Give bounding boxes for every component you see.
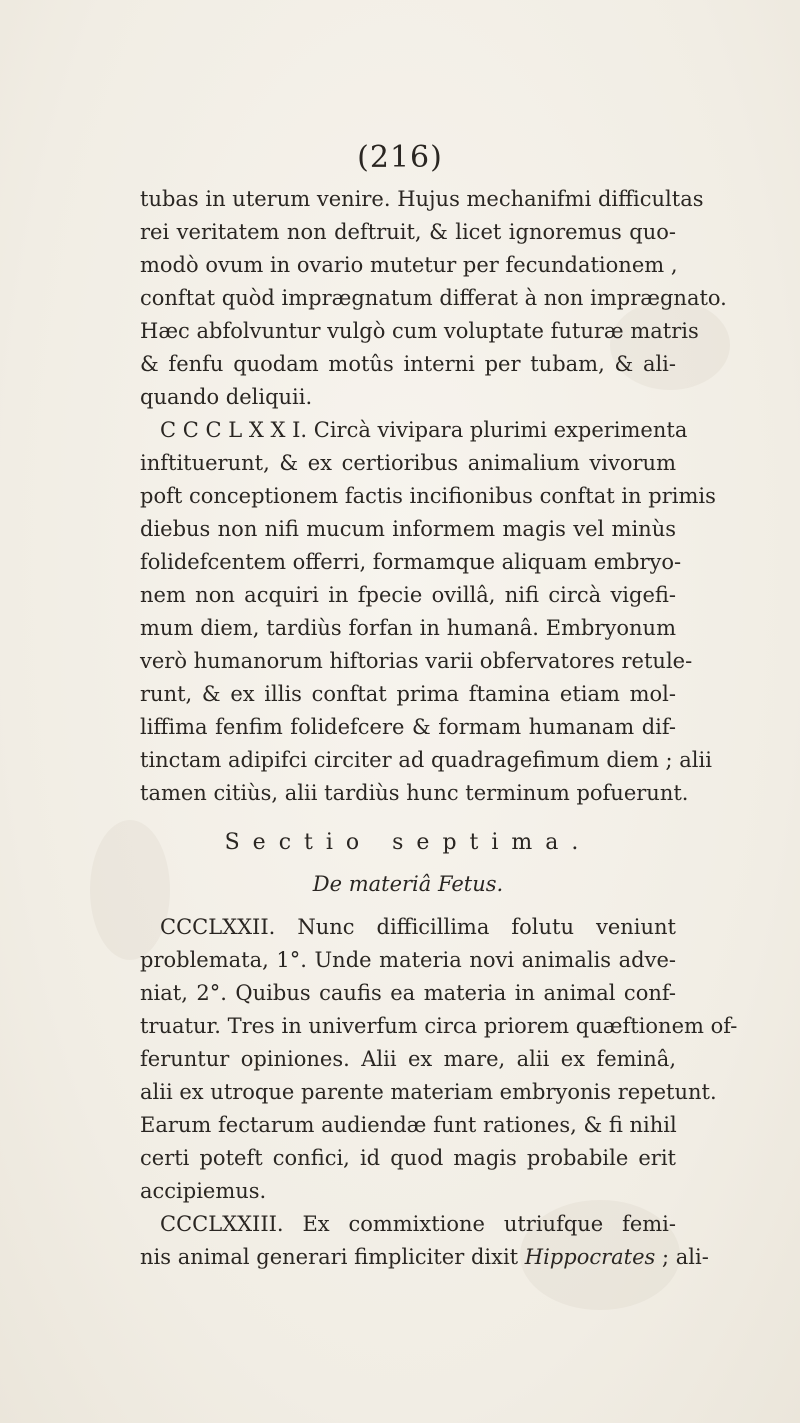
- text-line: diebus non nifi mucum informem magis vel minùs: [140, 517, 676, 541]
- text-line: tinctam adipifci circiter ad quadragefimum diem ; alii: [140, 748, 712, 772]
- text-line: nem non acquiri in fpecie ovillâ, nifi circà vigefi-: [140, 583, 676, 607]
- text-fragment: nis animal generari fimpliciter dixit: [140, 1245, 525, 1269]
- text-line: [140, 1241, 709, 1274]
- text-line: alii ex utroque parente materiam embryonis repetunt.: [140, 1080, 717, 1104]
- text-line: folidefcentem offerri, formamque aliquam embryo-: [140, 550, 682, 574]
- text-line: tubas in uterum venire. Hujus mechanifmi difficultas: [140, 187, 704, 211]
- text-line: CCCLXXII. Nunc difficillima folutu veniunt: [160, 915, 676, 939]
- text-line: & fenfu quodam motûs interni per tubam, & ali-: [140, 352, 676, 376]
- text-line: runt, & ex illis conftat prima ftamina etiam mol-: [140, 682, 676, 706]
- text-line: feruntur opiniones. Alii ex mare, alii ex feminâ,: [140, 1047, 676, 1071]
- text-line: Hæc abfolvuntur vulgò cum voluptate futuræ matris: [140, 319, 699, 343]
- text-line: liffima fenfim folidefcere & formam humanam dif-: [140, 715, 676, 739]
- body-text: [140, 183, 738, 1274]
- text-line: C C C L X X I. Circà vivipara plurimi experimenta: [160, 418, 688, 442]
- text-line: Earum fectarum audiendæ funt rationes, & fi nihil: [140, 1113, 677, 1137]
- text-line: verò humanorum hiftorias varii obfervatores retule-: [140, 649, 693, 673]
- text-line: modò ovum in ovario mutetur per fecundationem ,: [140, 253, 678, 277]
- text-line: truatur. Tres in univerfum circa priorem quæftionem of-: [140, 1014, 738, 1038]
- text-line: quando deliquii.: [140, 385, 313, 409]
- paragraph-1: [140, 183, 727, 414]
- paragraph-4: [140, 1208, 709, 1274]
- text-line: mum diem, tardiùs forfan in humanâ. Embryonum: [140, 616, 676, 640]
- text-line: poft conceptionem factis incifionibus conftat in primis: [140, 484, 716, 508]
- section-subheading: De materiâ Fetus.: [312, 872, 504, 896]
- text-line: CCCLXXIII. Ex commixtione utriufque femi-: [160, 1212, 676, 1236]
- text-line: niat, 2°. Quibus caufis ea materia in animal conf-: [140, 981, 676, 1005]
- text-line: certi poteft confici, id quod magis probabile erit: [140, 1146, 676, 1170]
- text-fragment: ; ali-: [655, 1245, 709, 1269]
- paragraph-3: [140, 911, 738, 1208]
- text-line: problemata, 1°. Unde materia novi animalis adve-: [140, 948, 676, 972]
- paragraph-2: [140, 414, 716, 810]
- text-line: conftat quòd imprægnatum differat à non imprægnato.: [140, 286, 727, 310]
- text-line: tamen citiùs, alii tardiùs hunc terminum pofuerunt.: [140, 781, 689, 805]
- text-line: inftituerunt, & ex certioribus animalium vivorum: [140, 451, 676, 475]
- author-name: Hippocrates: [524, 1245, 656, 1269]
- text-line: accipiemus.: [140, 1179, 267, 1203]
- text-line: rei veritatem non deftruit, & licet ignoremus quo-: [140, 220, 676, 244]
- page-number: (216): [357, 140, 443, 175]
- section-heading: Sectio septima.: [224, 830, 592, 855]
